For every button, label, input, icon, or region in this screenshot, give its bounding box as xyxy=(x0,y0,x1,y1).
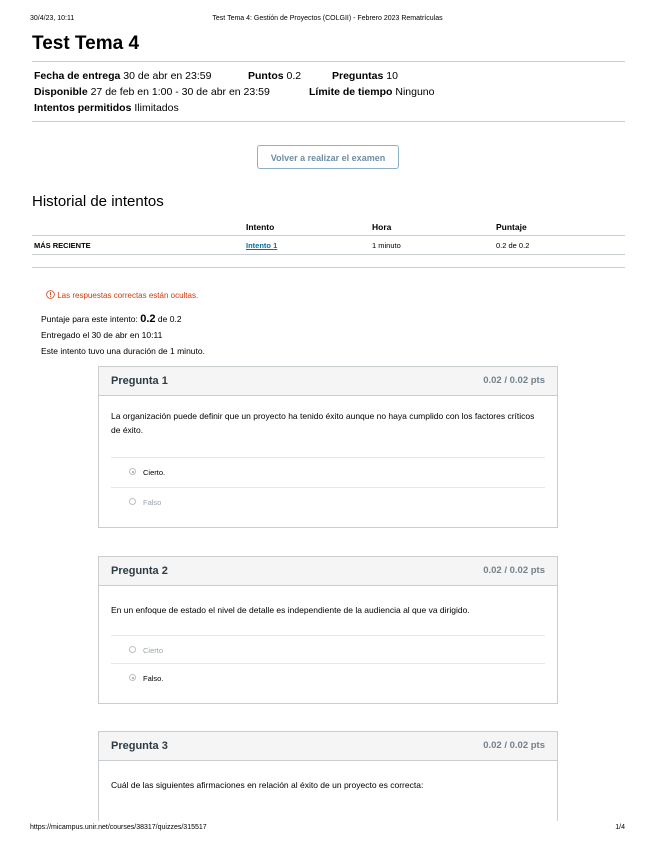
question-text: En un enfoque de estado el nivel de detalle es independiente de la audiencia al que va dirigido. xyxy=(111,605,470,615)
answer-label: Falso xyxy=(143,498,162,507)
radio-checked-icon xyxy=(129,468,136,475)
answer-option xyxy=(111,663,545,692)
table-header xyxy=(32,217,625,236)
question-header xyxy=(99,367,557,396)
score-value: 0.2 xyxy=(140,313,156,325)
retake-quiz-button[interactable]: Volver a realizar el examen xyxy=(257,145,399,169)
available-value: 27 de feb en 1:00 - 30 de abr en 23:59 xyxy=(90,86,270,98)
question-points: 0.02 / 0.02 pts xyxy=(483,375,545,386)
questions-value: 10 xyxy=(386,70,398,82)
hidden-answers-alert xyxy=(46,290,198,300)
print-document-title: Test Tema 4: Gestión de Proyectos (COLGII) - Febrero 2023 Rematrículas xyxy=(212,15,443,22)
points-value: 0.2 xyxy=(286,70,302,82)
time-limit-label: Límite de tiempo xyxy=(309,86,393,98)
attempts-value: Ilimitados xyxy=(134,102,179,114)
submitted-date: Entregado el 30 de abr en 10:11 xyxy=(41,330,163,340)
answer-option xyxy=(111,487,545,516)
question-header xyxy=(99,557,557,586)
column-header-attempt: Intento xyxy=(246,222,275,232)
info-circle-icon xyxy=(46,290,55,299)
table-row xyxy=(32,236,625,255)
question-card xyxy=(98,366,558,528)
answer-label: Falso. xyxy=(143,674,164,683)
due-value: 30 de abr en 23:59 xyxy=(123,70,212,82)
question-points: 0.02 / 0.02 pts xyxy=(483,740,545,751)
answer-label: Cierto xyxy=(143,646,164,655)
answer-option xyxy=(111,457,545,486)
alert-text: Las respuestas correctas están ocultas. xyxy=(57,291,199,300)
points-label: Puntos xyxy=(248,70,284,82)
question-points: 0.02 / 0.02 pts xyxy=(483,565,545,576)
column-header-time: Hora xyxy=(372,222,392,232)
print-date: 30/4/23, 10:11 xyxy=(30,15,75,22)
radio-unchecked-icon xyxy=(129,646,136,653)
attempt-link[interactable]: Intento 1 xyxy=(246,241,278,250)
page-url: https://micampus.unir.net/courses/38317/quizzes/315517 xyxy=(30,824,207,831)
most-recent-tag: MÁS RECIENTE xyxy=(34,241,91,250)
answer-option xyxy=(111,635,545,664)
submission-info xyxy=(41,311,205,359)
attempt-history-title: Historial de intentos xyxy=(32,193,164,210)
page-number: 1/4 xyxy=(615,824,625,831)
attempt-history-table xyxy=(32,217,625,255)
column-header-score: Puntaje xyxy=(496,222,527,232)
radio-checked-icon xyxy=(129,674,136,681)
answer-label: Cierto. xyxy=(143,468,166,477)
time-limit-value: Ninguno xyxy=(395,86,435,98)
question-card xyxy=(98,556,558,704)
question-header xyxy=(99,732,557,761)
divider xyxy=(32,267,625,268)
score-prefix: Puntaje para este intento: xyxy=(41,314,138,324)
question-title: Pregunta 3 xyxy=(111,740,168,752)
attempt-time: 1 minuto xyxy=(372,241,401,250)
attempt-duration: Este intento tuvo una duración de 1 minuto. xyxy=(41,346,205,356)
question-card xyxy=(98,731,558,821)
page-title: Test Tema 4 xyxy=(32,33,140,54)
question-title: Pregunta 1 xyxy=(111,375,168,387)
divider xyxy=(32,121,625,122)
attempt-score: 0.2 de 0.2 xyxy=(496,241,530,250)
attempts-label: Intentos permitidos xyxy=(34,102,132,114)
question-text: Cuál de las siguientes afirmaciones en relación al éxito de un proyecto es correcta: xyxy=(111,780,424,790)
question-text: La organización puede definir que un proyecto ha tenido éxito aunque no haya cumplido con los factores críticos de éxito. xyxy=(111,411,535,435)
question-title: Pregunta 2 xyxy=(111,565,168,577)
radio-unchecked-icon xyxy=(129,498,136,505)
due-label: Fecha de entrega xyxy=(34,70,121,82)
score-suffix: de 0.2 xyxy=(157,314,182,324)
questions-label: Preguntas xyxy=(332,70,384,82)
divider xyxy=(32,61,625,62)
available-label: Disponible xyxy=(34,86,88,98)
